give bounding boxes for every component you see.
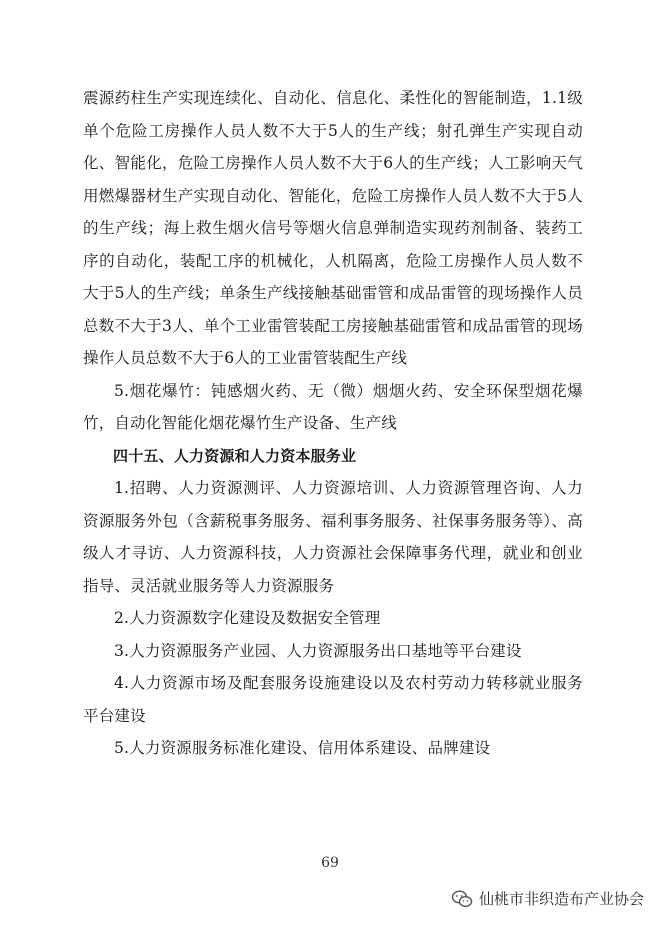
- wechat-icon: [451, 889, 473, 909]
- section-heading: 四十五、人力资源和人力资本服务业: [113, 446, 357, 465]
- body-text: [83, 82, 583, 765]
- watermark-text: 仙桃市非织造布产业协会: [478, 890, 644, 908]
- paragraph-hr-market: 4.人力资源市场及配套服务设施建设以及农村劳动力转移就业服务平台建设: [83, 674, 583, 725]
- paragraph-hr-digital: 2.人力资源数字化建设及数据安全管理: [114, 609, 381, 627]
- paragraph-hr-standards: 5.人力资源服务标准化建设、信用体系建设、品牌建设: [114, 739, 491, 757]
- watermark: [451, 888, 644, 909]
- paragraph-detonator-production: 震源药柱生产实现连续化、自动化、信息化、柔性化的智能制造，1.1级单个危险工房操作人员人数不大于5人的生产线；射孔弹生产实现自动化、智能化，危险工房操作人员人数不大于6人的生产线；人工影响天气用燃爆器材生产实现自动化、智能化，危险工房操作人员人数不大于5人的生产线；海上救生烟火信号等烟火信息弹制造实现药剂制备、装药工序的自动化，装配工序的机械化，人机隔离，危险工房操作人员人数不大于5人的生产线；单条生产线接触基础雷管和成品雷管的现场操作人员总数不大于3人、单个工业雷管装配工房接触基础雷管和成品雷管的现场操作人员总数不大于6人的工业雷管装配生产线: [83, 89, 583, 367]
- paragraph-hr-parks: 3.人力资源服务产业园、人力资源服务出口基地等平台建设: [114, 641, 522, 660]
- page-number: 69: [321, 855, 339, 871]
- paragraph-fireworks: 5.烟花爆竹：钝感烟火药、无（微）烟烟火药、安全环保型烟花爆竹，自动化智能化烟花爆竹生产设备、生产线: [83, 381, 583, 432]
- paragraph-hr-services: 1.招聘、人力资源测评、人力资源培训、人力资源管理咨询、人力资源服务外包（含薪税事务服务、福利事务服务、社保事务服务等）、高级人才寻访、人力资源科技，人力资源社会保障事务代理，就业和创业指导、灵活就业服务等人力资源服务: [83, 479, 583, 595]
